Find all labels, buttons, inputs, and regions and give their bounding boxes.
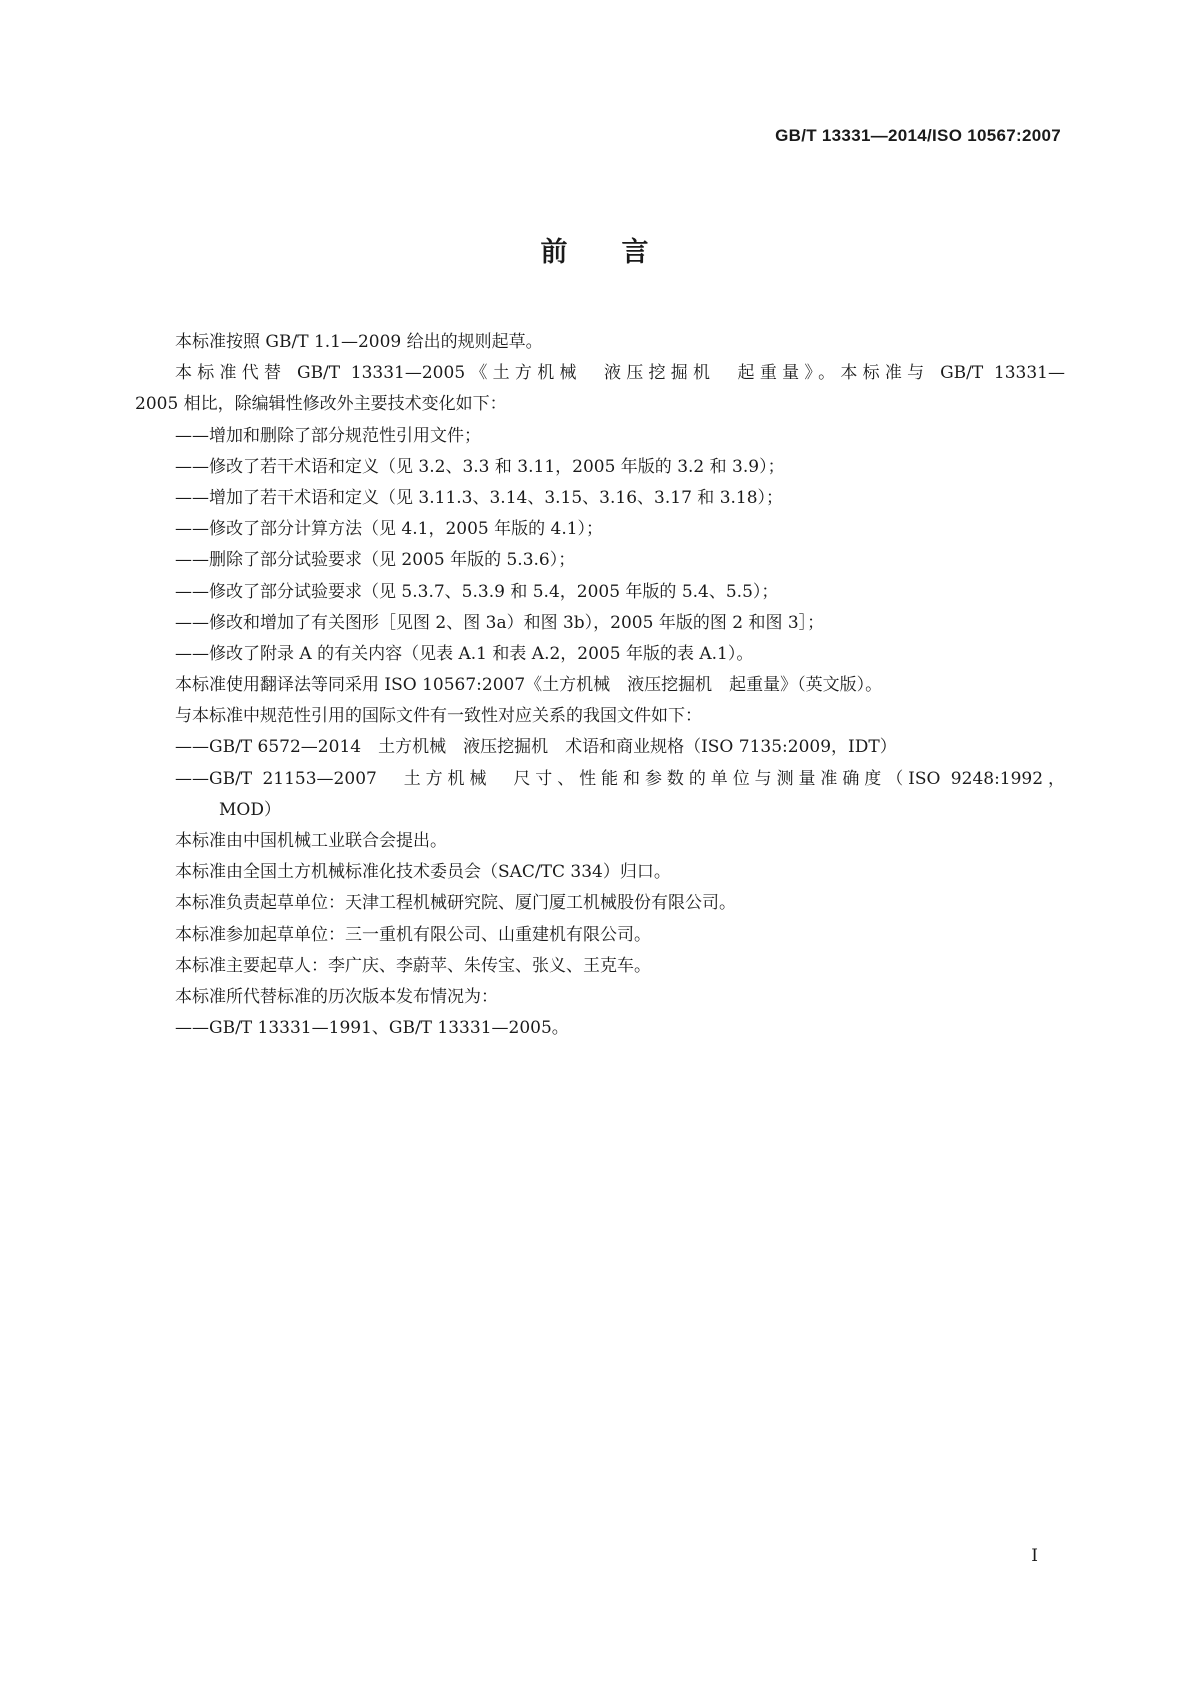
list-item-continued: MOD） xyxy=(219,799,281,820)
paragraph-drafting-rules: 本标准按照 GB/T 1.1—2009 给出的规则起草。 xyxy=(175,332,543,352)
list-item-corresponding-document: ——GB/T 21153—2007 土方机械 尺寸、性能和参数的单位与测量准确度（ISO 9248:1992， xyxy=(175,768,1065,789)
list-item-change: ——修改了附录 A 的有关内容（见表 A.1 和表 A.2，2005 年版的表 A.1）。 xyxy=(175,643,754,664)
list-item-change: ——修改和增加了有关图形［见图 2、图 3a）和图 3b），2005 年版的图 2 和图 3］； xyxy=(175,612,825,633)
list-item-change: ——增加和删除了部分规范性引用文件； xyxy=(175,425,481,446)
list-item-corresponding-document: ——GB/T 6572—2014 土方机械 液压挖掘机 术语和商业规格（ISO 7135:2009，IDT） xyxy=(175,737,897,758)
paragraph-responsible-drafters: 本标准负责起草单位：天津工程机械研究院、厦门厦工机械股份有限公司。 xyxy=(175,893,736,914)
list-item-change: ——删除了部分试验要求（见 2005 年版的 5.3.6）； xyxy=(175,550,576,571)
list-item-change: ——增加了若干术语和定义（见 3.11.3、3.14、3.15、3.16、3.17 和 3.18）； xyxy=(175,487,784,508)
paragraph-corresponding-documents: 与本标准中规范性引用的国际文件有一致性对应关系的我国文件如下： xyxy=(175,706,702,727)
paragraph-under-jurisdiction: 本标准由全国土方机械标准化技术委员会（SAC/TC 334）归口。 xyxy=(175,862,671,883)
page-title xyxy=(0,230,1191,269)
list-item-change: ——修改了部分计算方法（见 4.1，2005 年版的 4.1）； xyxy=(175,519,604,540)
title-char-1: 前 xyxy=(540,237,570,268)
paragraph-previous-editions: 本标准所代替标准的历次版本发布情况为： xyxy=(175,986,498,1007)
paragraph-main-drafters: 本标准主要起草人：李广庆、李蔚苹、朱传宝、张义、王克车。 xyxy=(175,955,651,976)
paragraph-participating-drafters: 本标准参加起草单位：三一重机有限公司、山重建机有限公司。 xyxy=(175,924,651,945)
standard-code-header: GB/T 13331—2014/ISO 10567:2007 xyxy=(775,126,1061,145)
list-item-previous-edition: ——GB/T 13331—1991、GB/T 13331—2005。 xyxy=(175,1018,569,1039)
paragraph-translation-method: 本标准使用翻译法等同采用 ISO 10567:2007《土方机械 液压挖掘机 起重量》（英文版）。 xyxy=(175,675,883,696)
paragraph-replaces: 本标准代替 GB/T 13331—2005《土方机械 液压挖掘机 起重量》。本标准与 GB/T 13331— xyxy=(175,363,1065,384)
foreword-body xyxy=(135,327,1065,1044)
list-item-change: ——修改了部分试验要求（见 5.3.7、5.3.9 和 5.4，2005 年版的 5.4、5.5）； xyxy=(175,581,779,602)
paragraph-proposed-by: 本标准由中国机械工业联合会提出。 xyxy=(175,831,447,851)
paragraph-replaces-continued: 2005 相比，除编辑性修改外主要技术变化如下： xyxy=(135,394,507,415)
title-char-2: 言 xyxy=(621,237,651,268)
list-item-change: ——修改了若干术语和定义（见 3.2、3.3 和 3.11，2005 年版的 3.2 和 3.9）； xyxy=(175,456,785,477)
page-number: I xyxy=(1031,1546,1038,1566)
